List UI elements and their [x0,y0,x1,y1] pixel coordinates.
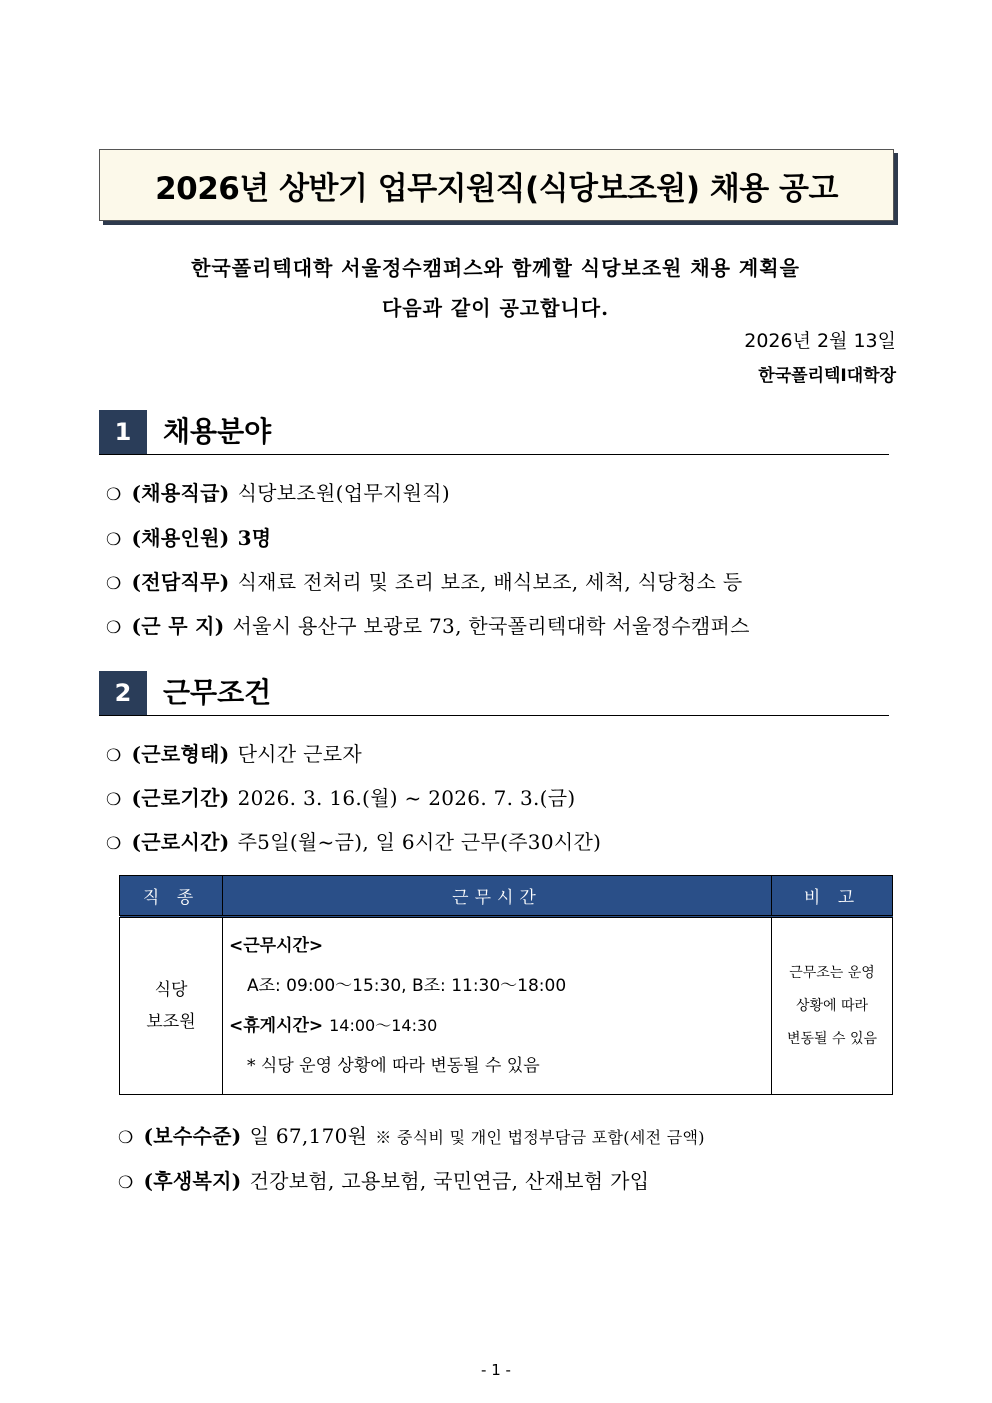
column-header-note: 비 고 [772,876,893,917]
note-line-1: 근무조는 운영 [789,964,875,981]
item-value: 일 67,170원 [249,1124,368,1148]
list-item [118,1165,649,1194]
column-header-job: 직 종 [120,876,223,917]
job-cell [120,917,223,1095]
section-header-2 [99,670,889,716]
item-label: (채용인원) [131,526,230,550]
list-item [106,782,575,811]
item-value: 서울시 용산구 보광로 73, 한국폴리텍대학 서울정수캠퍼스 [232,614,750,638]
issuer: 한국폴리텍I대학장 [758,366,896,386]
footnote: * 식당 운영 상황에 따라 변동될 수 있음 [247,1056,540,1076]
section-title: 근무조건 [163,676,272,709]
section-number: 2 [99,671,147,715]
note-cell [772,917,893,1095]
table-header-row [120,876,893,917]
item-label: (채용직급) [131,481,230,505]
break-label: <휴게시간> [229,1016,324,1036]
item-note: ※ 중식비 및 개인 법정부담금 포함(세전 금액) [375,1128,705,1147]
announcement-date: 2026년 2월 13일 [744,330,896,352]
item-value: 건강보험, 고용보험, 국민연금, 산재보험 가입 [249,1169,650,1193]
bullet-icon: ❍ [118,1173,134,1193]
work-hours-label: <근무시간> [229,936,324,956]
list-item [106,566,742,595]
bullet-icon: ❍ [106,618,122,638]
list-item [106,610,750,639]
job-name-line-1: 식당 [154,980,188,1000]
item-value: 단시간 근로자 [237,742,362,766]
section-number: 1 [99,410,147,454]
bullet-icon: ❍ [106,485,122,505]
list-item [118,1120,705,1149]
intro-line-2: 다음과 같이 공고합니다. [381,296,610,320]
item-value: 식재료 전처리 및 조리 보조, 배식보조, 세척, 식당청소 등 [237,570,743,594]
title-box [99,149,894,221]
break-time: 14:00～14:30 [329,1016,438,1035]
item-label: (근 무 지) [131,614,225,638]
bullet-icon: ❍ [106,574,122,594]
section-header-1 [99,409,889,455]
list-item [106,738,362,767]
bullet-icon: ❍ [106,790,122,810]
item-label: (보수수준) [143,1124,242,1148]
item-value: 2026. 3. 16.(월) ~ 2026. 7. 3.(금) [237,786,576,810]
schedule-table [119,875,893,1095]
list-item [106,826,601,855]
column-header-hours: 근무시간 [223,876,772,917]
job-name-line-2: 보조원 [146,1012,196,1032]
page-number: - 1 - [481,1361,511,1379]
list-item [106,477,450,506]
break-row [229,1006,765,1046]
item-label: (근로시간) [131,830,230,854]
item-label: (근로형태) [131,742,230,766]
item-label: (후생복지) [143,1169,242,1193]
item-value: 주5일(월~금), 일 6시간 근무(주30시간) [237,830,602,854]
shift-times: A조: 09:00～15:30, B조: 11:30～18:00 [247,976,567,996]
section-title: 채용분야 [163,415,272,448]
item-label: (근로기간) [131,786,230,810]
bullet-icon: ❍ [106,834,122,854]
item-value: 식당보조원(업무지원직) [237,481,450,505]
intro-line-1: 한국폴리텍대학 서울정수캠퍼스와 함께할 식당보조원 채용 계획을 [191,256,800,280]
item-label: (전담직무) [131,570,230,594]
hours-cell [223,917,772,1095]
bullet-icon: ❍ [118,1128,134,1148]
list-item [106,522,271,551]
bullet-icon: ❍ [106,530,122,550]
item-value: 3명 [237,526,272,550]
document-title: 2026년 상반기 업무지원직(식당보조원) 채용 공고 [155,170,838,207]
note-line-2: 상황에 따라 [795,997,869,1014]
table-row [120,917,893,1095]
bullet-icon: ❍ [106,746,122,766]
note-line-3: 변동될 수 있음 [786,1030,878,1047]
